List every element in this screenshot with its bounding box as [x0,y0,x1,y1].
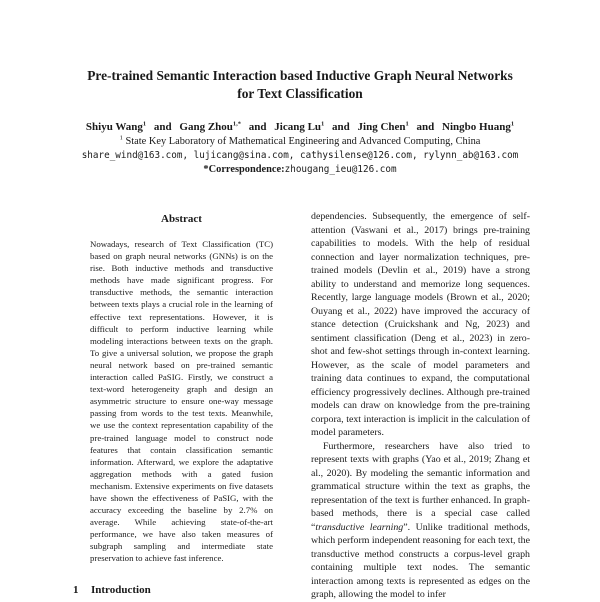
abstract-text: Nowadays, research of Text Classification (TC) based on graph neural networks (GNNs) is on the rise. Both inductive methods and transductive methods have made significant progress. For transductive methods, the semantic interaction between texts plays a crucial role in the learning of effective text representations. However, it is difficult to perform inductive learning while modeling interactions between texts on the graph. To give a universal solution, we propose the graph neural network based on pre-trained semantic interaction called PaSIG. Firstly, we construct a text-word heterogeneity graph and design an asymmetric structure to ensure one-way message passing from words to the test texts. Meanwhile, we use the context representation capability of the pre-trained language model to construct node features that contain classification semantic information. Afterward, we explore the adaptative aggregation methods with a gated fusion mechanism. Extensive experiments on five datasets have shown the effectiveness of PaSIG, with the accuracy exceeding the baseline by 2.7% on average. While achieving state-of-the-art performance, we have also taken measures of subgraph sampling and intermediate state preservation to achieve fast inference. [90,239,273,564]
author-name: Gang Zhou [179,121,233,133]
and-separator: and [332,121,350,133]
title-line-2: for Text Classification [237,86,363,101]
correspondence [40,163,560,176]
correspondence-email: zhougang_ieu@126.com [284,164,397,175]
and-separator: and [153,121,172,133]
title-line-1: Pre-trained Semantic Interaction based Inductive Graph Neural Networks [87,68,513,83]
body-paragraph-2 [311,440,530,602]
author-sup: 1 [405,120,409,128]
author-name: Ningbo Huang [442,121,511,133]
body-paragraph-1: dependencies. Subsequently, the emergence of self-attention (Vaswani et al., 2017) brings pre-training capabilities to models. With the help of residual connection and layer normalization techniques, pre-trained models (Devlin et al., 2019) have a strong ability to understand and memorize long sequences. Recently, large language models (Brown et al., 2020; Ouyang et al., 2022) have improved the accuracy of stance detection (Cruickshank and Ng, 2023) and sentiment classification (Deng et al., 2023) in zero-shot and few-shot settings through in-context learning. However, as the scale of model parameters and training data continues to expand, the computational efficiency progressively declines. Although pre-trained models can draw on knowledge from the pre-training corpora, text interaction is implicit in the calculation of model parameters. [311,211,530,438]
and-separator: and [248,121,267,133]
italic-term: transductive learning [315,521,404,533]
author-name: Jing Chen [357,121,406,133]
author-name: Shiyu Wang [85,121,143,133]
abstract-heading: Abstract [161,213,202,225]
section-number: 1 [73,584,79,596]
author-sup: 1 [510,120,515,128]
author-sup: 1 [142,120,147,128]
author-list [40,121,560,134]
author-sup: 1 [321,120,325,128]
author-name: Jicang Lu [274,121,322,133]
affiliation-sup: 1 [119,134,123,142]
author-sup: 1,* [232,120,242,128]
affiliation-text: State Key Laboratory of Mathematical Engineering and Advanced Computing, China [125,136,481,147]
introduction-heading [73,583,151,597]
affiliation [40,135,560,148]
paper-title [60,67,540,103]
section-title: Introduction [91,584,151,596]
paragraph-text: ”. Unlike traditional methods, which perform independent reasoning for each text, the transductive method constructs a corpus-level graph containing multiple text nodes. The semantic interaction among texts is represented as edges on the graph, allowing the model to infer [311,521,531,600]
and-separator: and [416,121,435,133]
correspondence-label: *Correspondence: [203,164,285,175]
left-column [90,212,273,565]
author-emails: share_wind@163.com, lujicang@sina.com, cathysilense@126.com, rylynn_ab@163.com [81,150,519,161]
paragraph-text: Furthermore, researchers have also tried to represent texts with graphs (Yao et al., 2019; Zhang et al., 2020). By modeling the semantic information and grammatical structure within the text as graphs, the representation of the text is further enhanced. In graph-based methods, there is a special case called “ [311,440,530,533]
right-column [311,210,530,602]
